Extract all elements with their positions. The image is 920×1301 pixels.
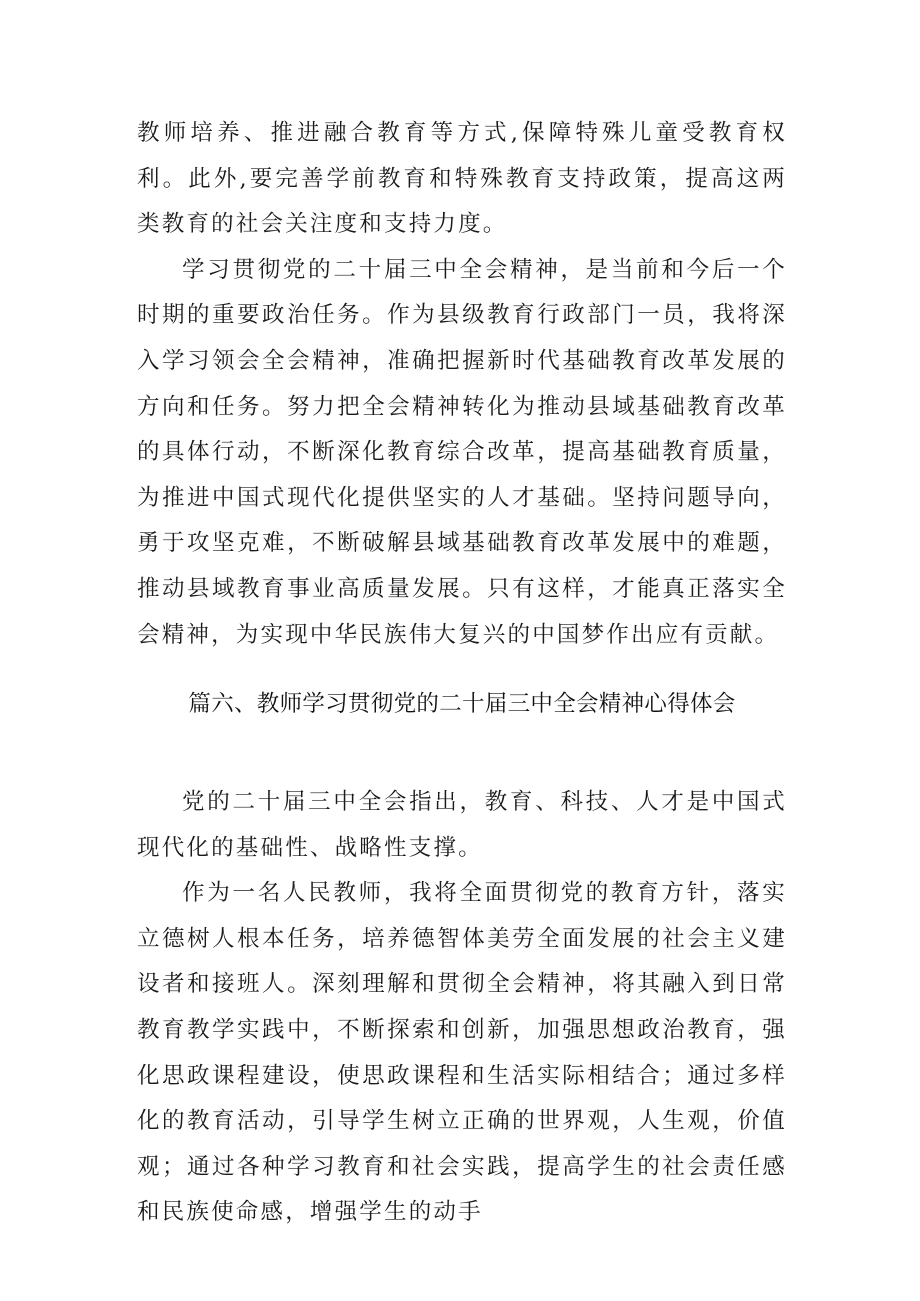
paragraph-plenum-statement: 党的二十届三中全会指出，教育、科技、人才是中国式现代化的基础性、战略性支撑。: [137, 789, 787, 861]
paragraph-teacher-role: 作为一名人民教师，我将全面贯彻党的教育方针，落实立德树人根本任务，培养德智体美劳全面发展的社会主义建设者和接班人。深刻理解和贯彻全会精神，将其融入到日常教育教学实践中，不断探索和创新，加强思想政治教育，强化思政课程建设，使思政课程和生活实际相结合；通过多样化的教育活动，引导学生树立正确的世界观，人生观，价值观；通过各种学习教育和社会实践，提高学生的社会责任感和民族使命感，增强学生的动手: [137, 880, 787, 1226]
paragraph-study-task: 学习贯彻党的二十届三中全会精神，是当前和今后一个时期的重要政治任务。作为县级教育行政部门一员，我将深入学习领会全会精神，准确把握新时代基础教育改革发展的方向和任务。努力把全会精神转化为推动县域基础教育改革的具体行动，不断深化教育综合改革，提高基础教育质量，为推进中国式现代化提供坚实的人才基础。坚持问题导向，勇于攻坚克难，不断破解县域基础教育改革发展中的难题，推动县域教育事业高质量发展。只有这样，才能真正落实全会精神，为实现中华民族伟大复兴的中国梦作出应有贡献。: [137, 256, 787, 648]
paragraph-continuation: 教师培养、推进融合教育等方式,保障特殊儿童受教育权利。此外,要完善学前教育和特殊教育支持政策，提高这两类教育的社会关注度和支持力度。: [137, 120, 787, 238]
section-heading: 篇六、教师学习贯彻党的二十届三中全会精神心得体会: [188, 691, 736, 717]
section-one-body: [137, 111, 787, 658]
section-two-body: [137, 780, 787, 1236]
